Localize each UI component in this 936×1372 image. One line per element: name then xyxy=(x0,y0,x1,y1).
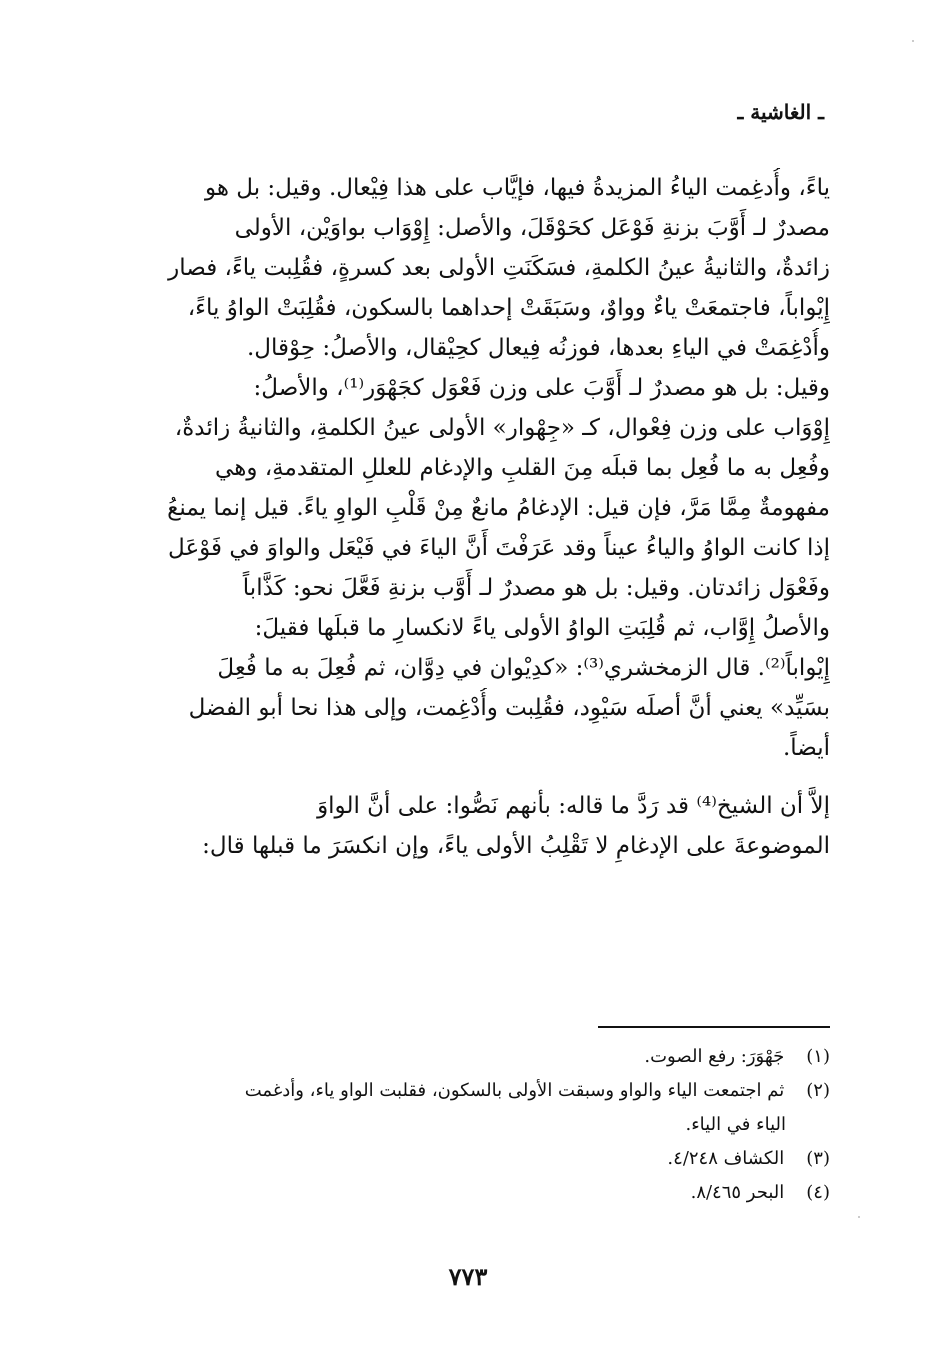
scan-speck xyxy=(858,1216,860,1218)
text-line: وأُدْغِمَتْ في الياءِ بعدها، فوزنُه فِيعال كحِيْقال، والأصلُ: حِوْقال. xyxy=(246,335,830,361)
text-line: والأصلُ إِوَّاب، ثم قُلِبَتِ الواوُ الأولى ياءً لانكسارِ ما قبلَها فقيلَ: xyxy=(254,615,830,641)
text-line: الموضوعةَ على الإدغامِ لا تَقْلِبُ الأولى ياءً، وإن انكسَرَ ما قبلها قال: xyxy=(202,833,830,859)
footnote-text: الياء في الياء. xyxy=(685,1114,786,1135)
footnote-item xyxy=(134,1074,830,1108)
main-text xyxy=(128,168,830,866)
footnote-item xyxy=(134,1176,830,1210)
footnote-number: (٤) xyxy=(806,1182,830,1203)
footnote-number: (١) xyxy=(806,1046,830,1067)
text-line: إلاَّ أن الشيخ⁽⁴⁾ قد رَدَّ ما قاله: بأنهم نَصُّوا: على أنَّ الواوَ xyxy=(317,793,830,819)
footnotes xyxy=(134,1040,830,1210)
footnote-item xyxy=(134,1040,830,1074)
footnote-text: ثم اجتمعت الياء والواو وسبقت الأولى بالسكون، فقلبت الواو ياء، وأدغمت xyxy=(244,1080,785,1101)
footnote-text: البحر ٨/٤٦٥. xyxy=(690,1182,785,1203)
running-header: ـ الغاشية ـ xyxy=(737,100,824,124)
text-line: ياءً، وأُدغِمت الياءُ المزيدةُ فيها، فإيَّاب على هذا فِيْعال. وقيل: بل هو xyxy=(204,175,830,201)
footnote-text: جَهْوَرَ: رفع الصوت. xyxy=(644,1046,785,1067)
text-line: أيضاً. xyxy=(782,735,830,761)
text-line: إِيْواباً⁽²⁾. قال الزمخشري⁽³⁾: «كدِيْوان في دِوَّان، ثم فُعِلَ به ما فُعِلَ xyxy=(217,655,830,681)
text-line: إذا كانت الواوُ والياءُ عيناً وقد عَرَفْتَ أَنَّ الياءَ في فَيْعَل والواوَ في فَوْعَل xyxy=(168,535,830,561)
text-line: مصدرٌ لـ أَوَّبَ بزنةِ فَوْعَل كحَوْقَلَ، والأصل: إِوْوَاب بواوَيْن، الأولى xyxy=(234,215,830,241)
footnote-number: (٣) xyxy=(806,1148,830,1169)
text-line: وفُعِل به ما فُعِل بما قبلَه مِنَ القلبِ والإدغام للعللِ المتقدمةِ، وهي xyxy=(215,455,830,481)
text-line: زائدةٌ، والثانيةُ عينُ الكلمةِ، فسَكَنَتِ الأولى بعد كسرةٍ، فقُلِبت ياءً، فصار xyxy=(168,255,830,281)
text-line: إِوْوَاب على وزن فِعْوال، كـ «جِهْوار» الأولى عينُ الكلمةِ، والثانيةُ زائدةٌ، xyxy=(174,415,830,441)
footnote-continuation xyxy=(134,1108,830,1142)
footnote-number: (٢) xyxy=(806,1080,830,1101)
text-line: مفهومةٌ مِمَّا مَرَّ، فإن قيل: الإدغامُ مانعٌ مِنْ قَلْبِ الواوِ ياءً. قيل إنما يمنعُ xyxy=(167,495,830,521)
text-line: وفَعْوَل زائدتان. وقيل: بل هو مصدرٌ لـ أَوَّب بزنةِ فَعَّلَ نحو: كَذَّاباً xyxy=(242,575,830,601)
footnote-text: الكشاف ٤/٢٤٨. xyxy=(667,1148,785,1169)
footnote-separator xyxy=(598,1026,830,1028)
text-line: إِيْواباً، فاجتمعَتْ ياءٌ وواوٌ، وسَبَقَتْ إحداهما بالسكون، فقُلِبَتْ الواوُ ياءً، xyxy=(187,295,830,321)
footnote-item xyxy=(134,1142,830,1176)
text-line: وقيل: بل هو مصدرٌ لـ أَوَّبَ على وزن فَعْوَل كجَهْوَر⁽¹⁾، والأصلُ: xyxy=(253,375,830,401)
text-line: بسَيِّد» يعني أنَّ أصلَه سَيْوِد، فقُلِبت وأُدْغِمت، وإلى هذا نحا أبو الفضل xyxy=(188,695,830,721)
page-number: ٧٧٣ xyxy=(448,1262,488,1291)
scan-speck xyxy=(912,40,914,42)
